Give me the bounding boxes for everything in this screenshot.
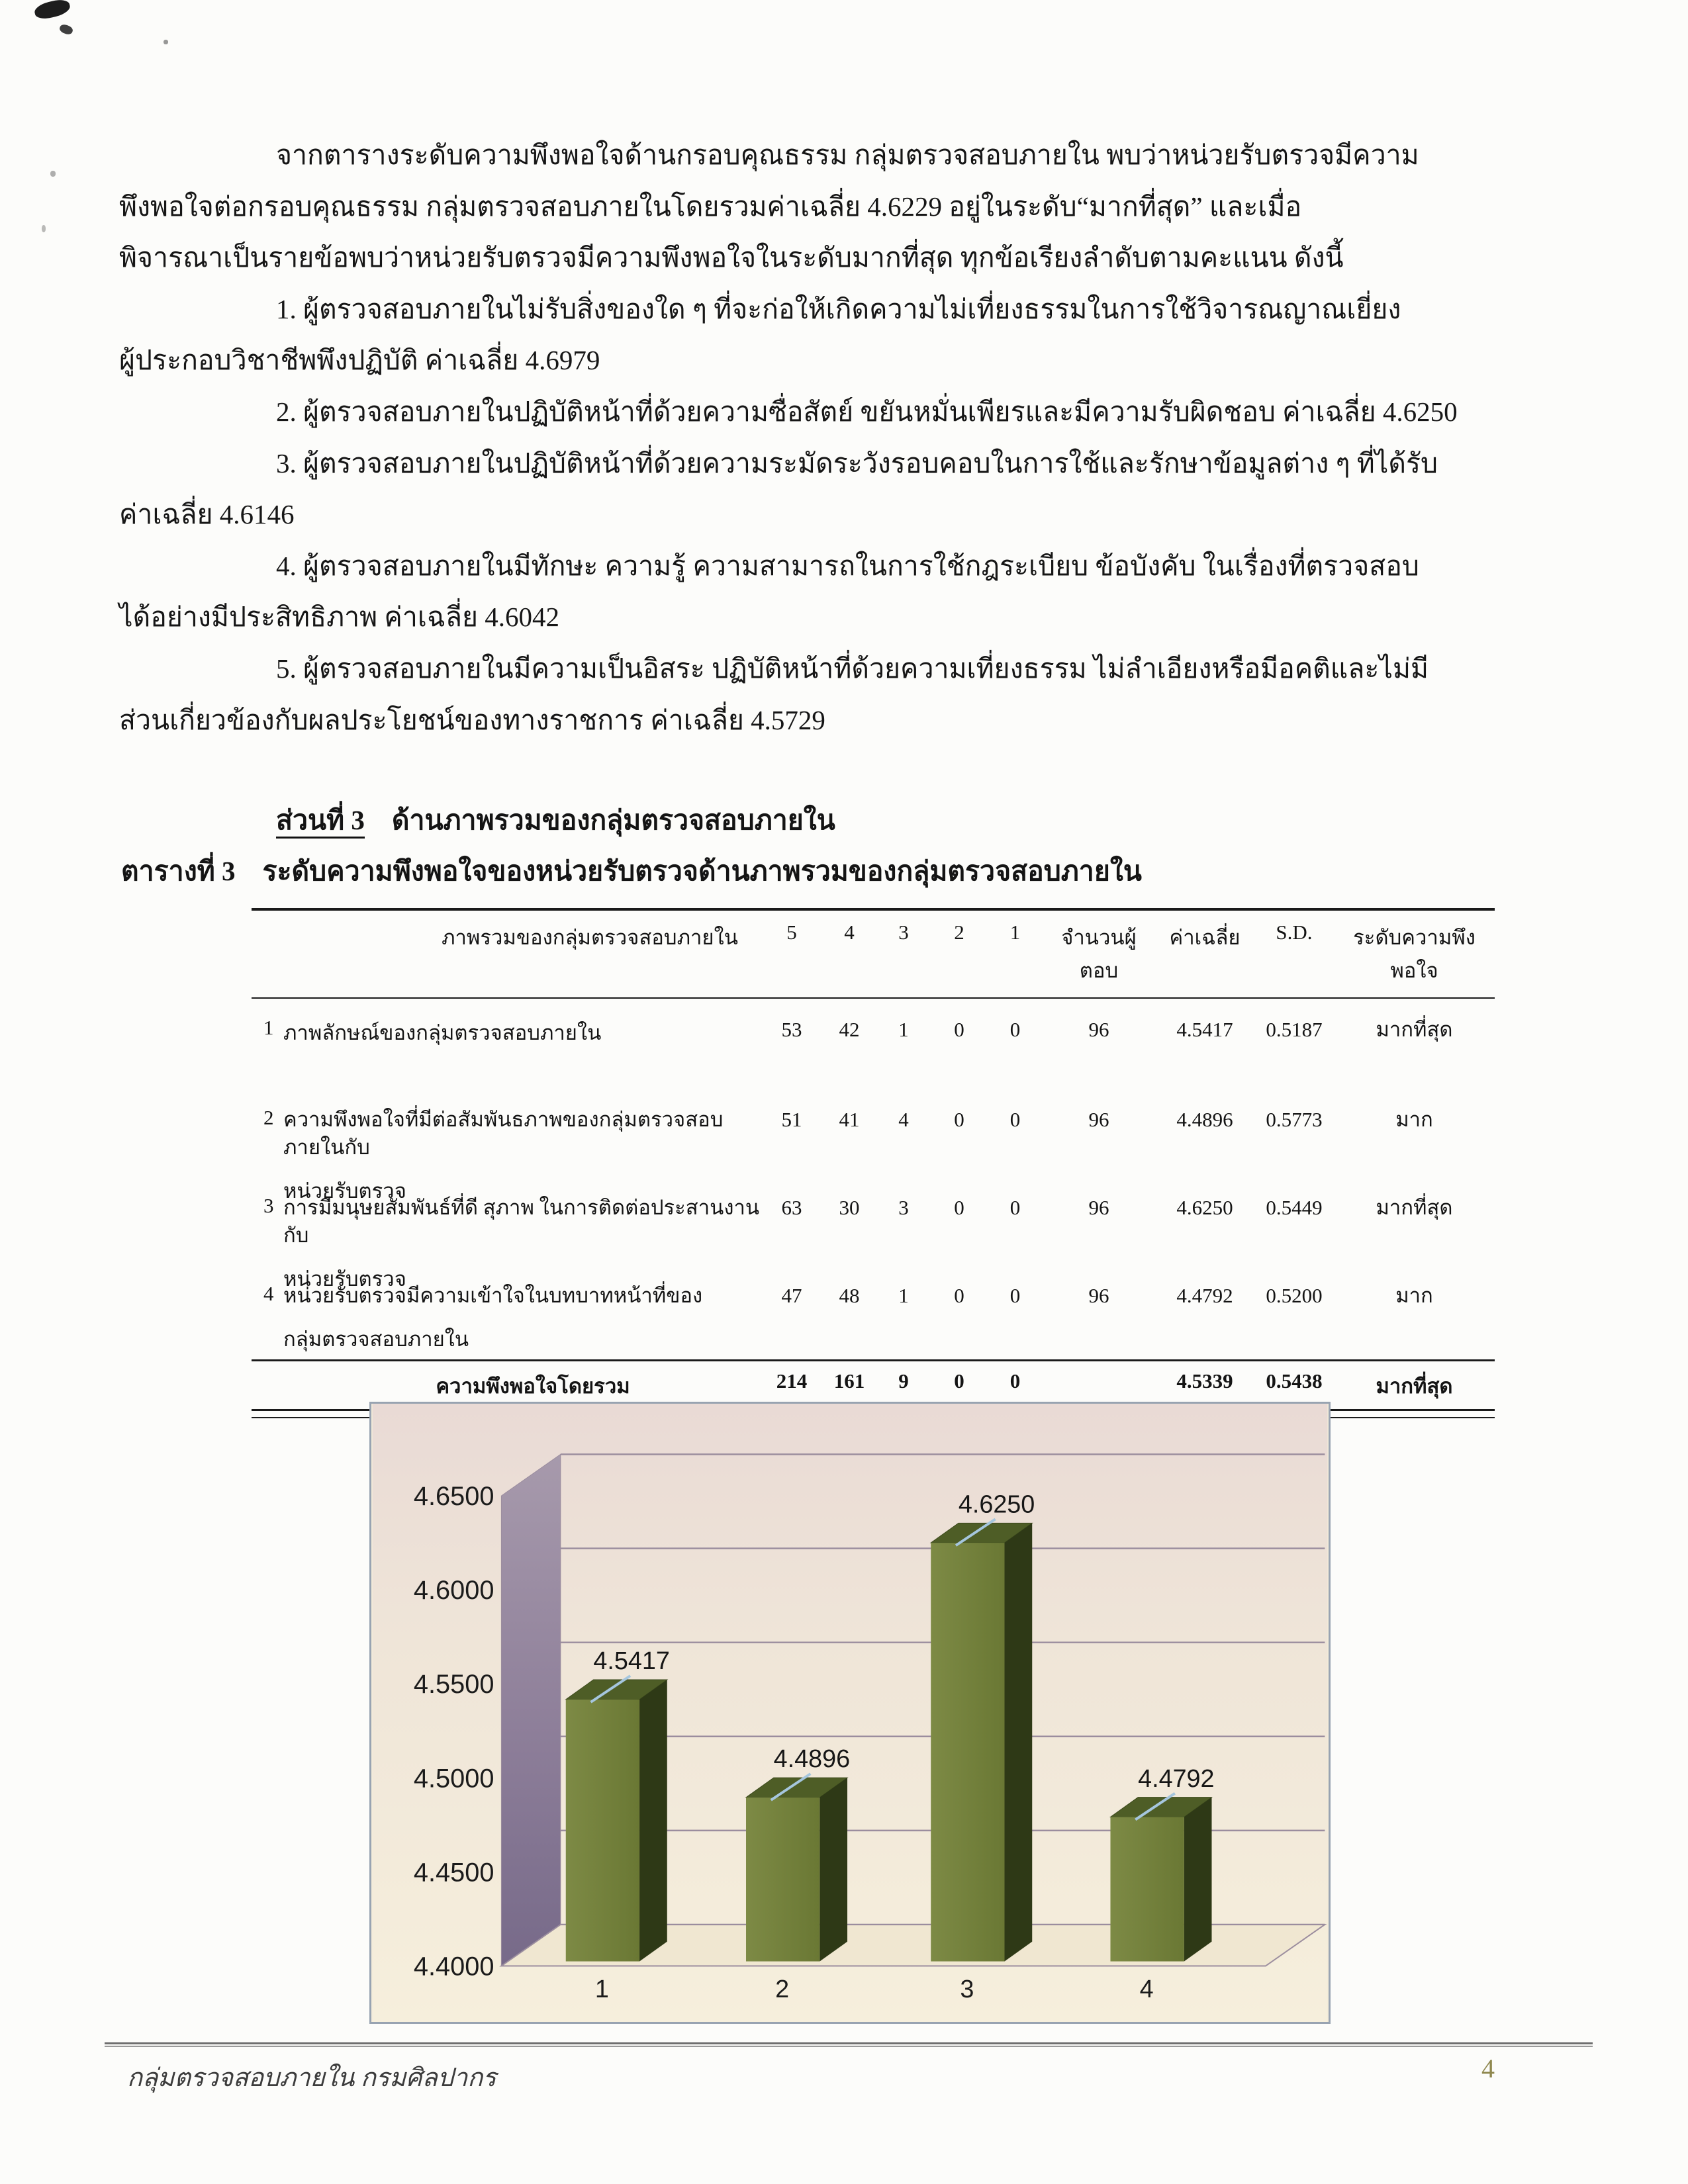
cell-mean: 4.6250: [1176, 1196, 1233, 1219]
footer-rule: [105, 2042, 1593, 2047]
cell-3: 3: [898, 1196, 909, 1219]
cell-respondents: 96: [1088, 1018, 1109, 1041]
cell-respondents: 96: [1088, 1284, 1109, 1307]
x-category-label-4: 4: [1139, 1975, 1154, 2003]
cell-sd: 0.5187: [1266, 1018, 1323, 1041]
scan-artifact: [33, 0, 71, 21]
table-header-row: [252, 911, 1495, 999]
cell-1: 0: [1009, 1196, 1021, 1219]
cell-level: มาก: [1395, 1108, 1433, 1131]
col-header-4: 4: [844, 921, 855, 944]
table-row: [252, 1183, 1495, 1291]
table-row: [252, 1095, 1495, 1203]
paragraph-line: ค่าเฉลี่ย 4.6146: [119, 499, 295, 530]
row-number: 1: [263, 1016, 274, 1039]
cell-5: 47: [781, 1284, 802, 1307]
chart-wall: [501, 1455, 560, 1966]
scan-artifact: [164, 40, 168, 44]
cell-2: 0: [954, 1018, 964, 1041]
cell-3: 1: [898, 1284, 909, 1307]
cell-5: 214: [776, 1369, 808, 1392]
cell-2: 0: [954, 1108, 964, 1131]
satisfaction-table: [252, 908, 1495, 1418]
paragraph-line: จากตารางระดับความพึงพอใจด้านกรอบคุณธรรม กลุ่มตรวจสอบภายใน พบว่าหน่วยรับตรวจมีความ: [276, 140, 1419, 170]
cell-mean: 4.4792: [1176, 1284, 1233, 1307]
cell-1: 0: [1009, 1108, 1021, 1131]
y-tick-label: 4.4500: [413, 1858, 494, 1888]
cell-4: 30: [839, 1196, 860, 1219]
bar-side-3: [1005, 1523, 1033, 1961]
cell-mean: 4.4896: [1176, 1108, 1233, 1131]
bar-chart: [369, 1402, 1331, 2024]
table-row: [252, 999, 1495, 1095]
cell-3: 4: [898, 1108, 909, 1131]
cell-respondents: 96: [1088, 1108, 1109, 1131]
row-item-text: หน่วยรับตรวจ: [283, 1179, 406, 1203]
y-tick-label: 4.4000: [413, 1952, 494, 1981]
scan-artifact: [50, 171, 56, 177]
bar-front-3: [931, 1543, 1004, 1961]
paragraph-line: 3. ผู้ตรวจสอบภายในปฏิบัติหน้าที่ด้วยความระมัดระวังรอบคอบในการใช้และรักษาข้อมูลต่าง ๆ ที่ได้รับ: [276, 447, 1438, 478]
total-label: ความพึงพอใจโดยรวม: [436, 1375, 630, 1398]
y-tick-label: 4.5500: [413, 1670, 494, 1700]
bar-value-label-1: 4.5417: [593, 1647, 670, 1675]
table-title: [121, 850, 1142, 893]
col-header-respondents: จำนวนผู้ตอบ: [1061, 926, 1137, 982]
paragraph-line: พิจารณาเป็นรายข้อพบว่าหน่วยรับตรวจมีความพึงพอใจในระดับมากที่สุด ทุกข้อเรียงลำดับตามคะแนน ดังนี้: [119, 242, 1344, 273]
cell-4: 42: [839, 1018, 860, 1041]
paragraph-line: 5. ผู้ตรวจสอบภายในมีความเป็นอิสระ ปฏิบัติหน้าที่ด้วยความเที่ยงธรรม ไม่ลำเอียงหรือมีอคติและไม่มี: [276, 653, 1429, 684]
cell-respondents: 96: [1088, 1196, 1109, 1219]
section-heading-label: ส่วนที่ 3: [276, 805, 365, 839]
x-category-label-1: 1: [594, 1975, 609, 2003]
table-title-label: ตารางที่ 3: [121, 856, 236, 886]
cell-4: 161: [833, 1369, 865, 1392]
cell-1: 0: [1009, 1369, 1021, 1392]
cell-4: 48: [839, 1284, 860, 1307]
bar-front-4: [1110, 1817, 1184, 1961]
row-item-text: ภาพลักษณ์ของกลุ่มตรวจสอบภายใน: [283, 1021, 602, 1044]
row-item-text: ความพึงพอใจที่มีต่อสัมพันธภาพของกลุ่มตรวจสอบภายในกับ: [283, 1108, 724, 1159]
col-header-mean: ค่าเฉลี่ย: [1169, 926, 1241, 949]
x-category-label-3: 3: [960, 1975, 974, 2003]
cell-sd: 0.5449: [1266, 1196, 1323, 1219]
section-heading: [276, 799, 835, 842]
cell-5: 51: [781, 1108, 802, 1131]
cell-level: มาก: [1395, 1284, 1433, 1307]
cell-1: 0: [1009, 1018, 1021, 1041]
cell-level: มากที่สุด: [1376, 1018, 1453, 1041]
bar-side-1: [639, 1680, 667, 1962]
scan-artifact: [58, 23, 73, 36]
col-header-level: ระดับความพึงพอใจ: [1353, 926, 1476, 982]
col-header-3: 3: [898, 921, 909, 944]
cell-3: 1: [898, 1018, 909, 1041]
col-header-1: 1: [1009, 921, 1021, 944]
section-heading-text: ด้านภาพรวมของกลุ่มตรวจสอบภายใน: [391, 805, 835, 835]
col-header-5: 5: [786, 921, 797, 944]
y-tick-label: 4.5000: [413, 1764, 494, 1794]
bar-chart-canvas: [371, 1404, 1329, 2022]
bar-value-label-2: 4.4896: [773, 1745, 851, 1773]
paragraph-line: พึงพอใจต่อกรอบคุณธรรม กลุ่มตรวจสอบภายในโดยรวมค่าเฉลี่ย 4.6229 อยู่ในระดับ“มากที่สุด” และเมื่อ: [119, 191, 1302, 222]
cell-level: มากที่สุด: [1376, 1375, 1453, 1398]
y-tick-label: 4.6500: [413, 1482, 494, 1512]
col-header-sd: S.D.: [1276, 921, 1313, 944]
scan-artifact: [42, 225, 46, 232]
cell-mean: 4.5417: [1176, 1018, 1233, 1041]
row-item-text: การมีมนุษยสัมพันธ์ที่ดี สุภาพ ในการติดต่อประสานงานกับ: [283, 1196, 760, 1247]
table-title-text: ระดับความพึงพอใจของหน่วยรับตรวจด้านภาพรวมของกลุ่มตรวจสอบภายใน: [262, 856, 1142, 886]
cell-1: 0: [1009, 1284, 1021, 1307]
col-header-2: 2: [954, 921, 964, 944]
cell-sd: 0.5200: [1266, 1284, 1323, 1307]
cell-level: มากที่สุด: [1376, 1196, 1453, 1219]
body-paragraph: [119, 130, 1602, 746]
cell-3: 9: [898, 1369, 909, 1392]
x-category-label-2: 2: [775, 1975, 790, 2003]
row-number: 2: [263, 1106, 274, 1129]
cell-5: 53: [781, 1018, 802, 1041]
col-header-item: ภาพรวมของกลุ่มตรวจสอบภายใน: [442, 926, 738, 949]
row-item-text: กลุ่มตรวจสอบภายใน: [283, 1328, 469, 1351]
cell-2: 0: [954, 1196, 964, 1219]
bar-side-4: [1184, 1797, 1212, 1962]
paragraph-line: 1. ผู้ตรวจสอบภายในไม่รับสิ่งของใด ๆ ที่จะก่อให้เกิดความไม่เที่ยงธรรมในการใช้วิจารณญาณเยี่ยง: [276, 293, 1401, 324]
row-item-text: หน่วยรับตรวจมีความเข้าใจในบทบาทหน้าที่ของ: [283, 1284, 703, 1307]
cell-mean: 4.5339: [1176, 1369, 1233, 1392]
bar-value-label-4: 4.4792: [1138, 1764, 1215, 1792]
bar-side-2: [820, 1778, 847, 1961]
row-number: 4: [263, 1282, 274, 1305]
paragraph-line: ได้อย่างมีประสิทธิภาพ ค่าเฉลี่ย 4.6042: [119, 602, 559, 633]
paragraph-line: ผู้ประกอบวิชาชีพพึงปฏิบัติ ค่าเฉลี่ย 4.6979: [119, 345, 600, 376]
page-number: 4: [1481, 2054, 1495, 2083]
paragraph-line: 2. ผู้ตรวจสอบภายในปฏิบัติหน้าที่ด้วยความซื่อสัตย์ ขยันหมั่นเพียรและมีความรับผิดชอบ ค่าเฉลี่ย 4.6250: [276, 396, 1458, 427]
table-row: [252, 1271, 1495, 1359]
paragraph-line: ส่วนเกี่ยวข้องกับผลประโยชน์ของทางราชการ ค่าเฉลี่ย 4.5729: [119, 704, 825, 735]
cell-2: 0: [954, 1284, 964, 1307]
y-tick-label: 4.6000: [413, 1576, 494, 1606]
footer-text: กลุ่มตรวจสอบภายใน กรมศิลปากร: [127, 2064, 496, 2092]
cell-sd: 0.5438: [1266, 1369, 1323, 1392]
row-item-text: หน่วยรับตรวจ: [283, 1267, 406, 1291]
cell-2: 0: [954, 1369, 964, 1392]
row-number: 3: [263, 1194, 274, 1217]
bar-front-2: [746, 1797, 820, 1962]
bar-value-label-3: 4.6250: [958, 1490, 1035, 1518]
cell-sd: 0.5773: [1266, 1108, 1323, 1131]
paragraph-line: 4. ผู้ตรวจสอบภายในมีทักษะ ความรู้ ความสามารถในการใช้กฎระเบียบ ข้อบังคับ ในเรื่องที่ตรวจสอบ: [276, 550, 1419, 581]
cell-4: 41: [839, 1108, 860, 1131]
cell-5: 63: [781, 1196, 802, 1219]
bar-front-1: [566, 1700, 639, 1962]
